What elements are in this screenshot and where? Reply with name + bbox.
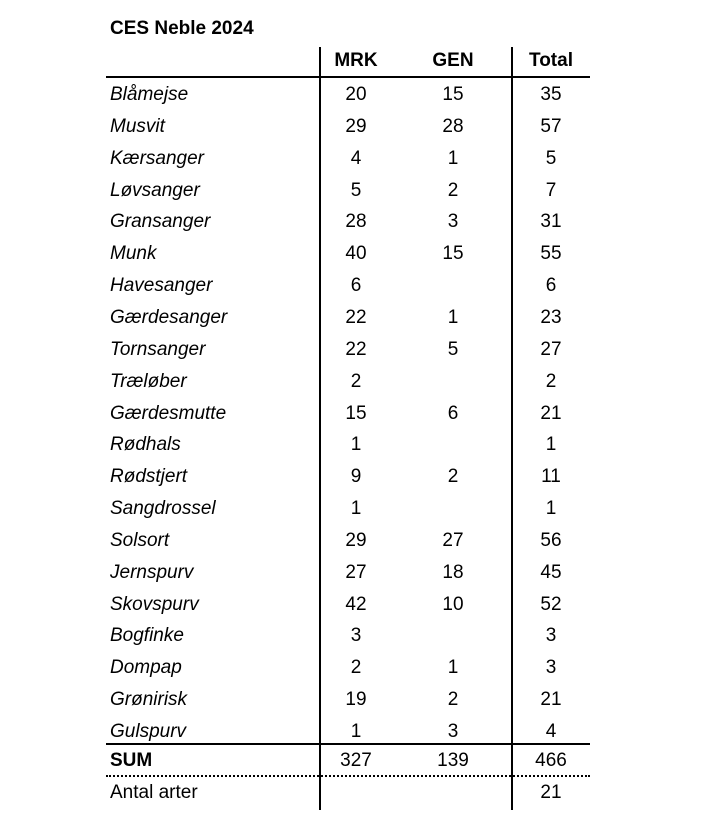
mrk-value: 6 [350,275,362,297]
mrk-value: 1 [350,434,362,456]
table-row [0,652,718,684]
mrk-value: 20 [345,84,367,105]
mrk-value: 1 [350,721,362,742]
total-value: 2 [545,370,557,392]
mrk-value: 2 [350,370,362,392]
total-value: 52 [540,593,562,615]
species-name: Gærdesmutte [110,402,227,424]
mrk-value: 5 [350,179,362,201]
species-name: Musvit [110,115,165,137]
gen-value: 18 [442,561,464,583]
total-value: 21 [540,402,562,424]
species-name: Dompap [110,657,182,679]
total-value: 35 [540,84,562,105]
table-row [0,111,718,143]
table-row [0,525,718,557]
table-row [0,589,718,621]
table-row [0,366,718,398]
table-row [0,684,718,716]
gen-value: 15 [442,84,464,105]
table-row [0,270,718,302]
table-row [0,493,718,525]
sum-total: 466 [535,750,567,771]
total-value: 57 [540,115,562,137]
species-name: Rødstjert [110,466,188,488]
mrk-value: 22 [345,306,367,328]
table-row [0,238,718,270]
header-total: Total [529,50,573,71]
mrk-value: 9 [350,466,362,488]
gen-value: 28 [442,115,464,137]
table-title: CES Neble 2024 [110,18,254,39]
mrk-value: 22 [345,338,367,360]
mrk-value: 40 [345,243,367,265]
mrk-value: 28 [345,211,367,233]
species-name: Rødhals [110,434,181,456]
mrk-value: 4 [350,147,362,169]
species-name: Grønirisk [110,689,188,711]
mrk-value: 2 [350,657,362,679]
sum-gen: 139 [437,750,469,771]
mrk-value: 42 [345,593,367,615]
species-name: Munk [110,243,157,265]
total-value: 45 [540,561,562,583]
species-name: Jernspurv [110,561,194,583]
gen-value: 2 [447,466,459,488]
total-value: 3 [545,657,557,679]
species-name: Sangdrossel [110,498,216,520]
mrk-value: 29 [345,529,367,551]
gen-value: 5 [447,338,459,360]
header-gen: GEN [432,50,474,71]
table-row [0,206,718,238]
gen-value: 2 [447,179,459,201]
mrk-value: 29 [345,115,367,137]
header-mrk: MRK [334,50,378,71]
species-name: Skovspurv [110,593,199,615]
table-row [0,557,718,589]
mrk-value: 1 [350,498,362,520]
species-name: Gransanger [110,211,211,233]
mrk-value: 15 [345,402,367,424]
table-row [0,620,718,652]
sum-row [0,745,718,777]
mrk-value: 3 [350,625,362,647]
total-value: 3 [545,625,557,647]
total-value: 1 [545,498,557,520]
table-row [0,175,718,207]
table-row [0,461,718,493]
table-row [0,302,718,334]
mrk-value: 19 [345,689,367,711]
total-value: 27 [540,338,562,360]
species-name: Tornsanger [110,338,206,360]
gen-value: 1 [447,657,459,679]
total-value: 21 [540,689,562,711]
table-row [0,143,718,175]
total-value: 56 [540,529,562,551]
sum-mrk: 327 [340,750,372,771]
species-name: Blåmejse [110,84,189,105]
gen-value: 1 [447,306,459,328]
table-row [0,429,718,461]
total-value: 31 [540,211,562,233]
species-name: Gærdesanger [110,306,228,328]
table-row [0,79,718,111]
species-count-label: Antal arter [110,782,198,803]
species-name: Gulspurv [110,721,187,742]
table-row [0,334,718,366]
gen-value: 3 [447,721,459,742]
total-value: 6 [545,275,557,297]
species-count-row [0,777,718,809]
species-name: Solsort [110,529,170,551]
species-count-total: 21 [540,782,562,803]
mrk-value: 27 [345,561,367,583]
total-value: 7 [545,179,557,201]
species-name: Bogfinke [110,625,184,647]
gen-value: 6 [447,402,459,424]
total-value: 5 [545,147,557,169]
total-value: 55 [540,243,562,265]
species-name: Kærsanger [110,147,204,169]
sum-label: SUM [110,750,153,771]
table-row [0,398,718,430]
total-value: 1 [545,434,557,456]
gen-value: 15 [442,243,464,265]
header-rule [106,76,590,78]
total-value: 11 [541,466,561,488]
total-value: 23 [540,306,562,328]
gen-value: 2 [447,689,459,711]
species-name: Løvsanger [110,179,200,201]
gen-value: 1 [447,147,459,169]
gen-value: 27 [442,529,464,551]
gen-value: 10 [442,593,464,615]
gen-value: 3 [447,211,459,233]
species-name: Træløber [110,370,187,392]
total-value: 4 [545,721,557,742]
table-row [0,716,718,748]
species-name: Havesanger [110,275,213,297]
